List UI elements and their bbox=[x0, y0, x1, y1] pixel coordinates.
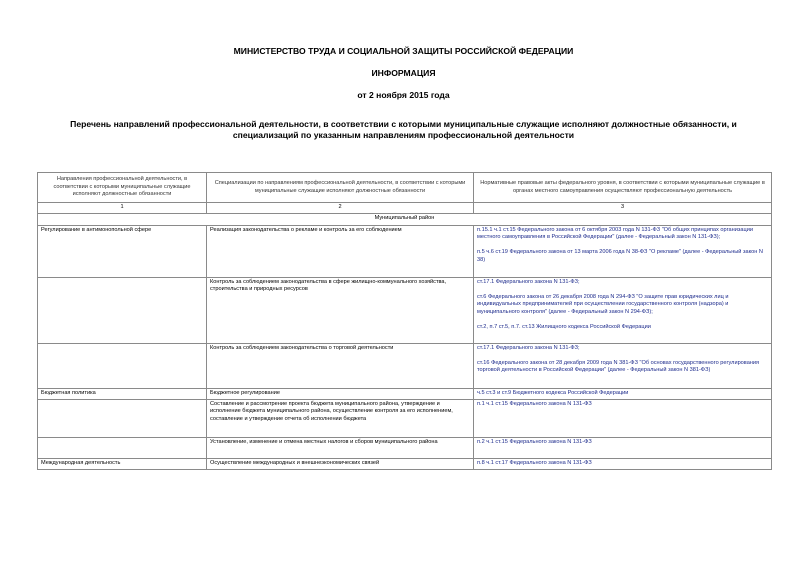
document-type-heading: ИНФОРМАЦИЯ bbox=[371, 68, 436, 78]
specialization-cell: Бюджетное регулирование bbox=[207, 388, 474, 399]
col-header-specialization: Специализации по направлениям профессиональной деятельности, в соответствии с которыми муниципальные служащие исполняют должностные обязанности bbox=[207, 173, 474, 203]
acts-cell bbox=[474, 437, 772, 458]
acts-cell bbox=[474, 458, 772, 469]
col-number-3: 3 bbox=[474, 203, 772, 214]
acts-cell bbox=[474, 399, 772, 437]
act-link[interactable]: п.15.1 ч.1 ст.15 Федерального закона от 6 октября 2003 года N 131-ФЗ "Об общих принципах организации местного самоуправления в Российской Федерации" (далее - Федеральный закон N 131-ФЗ); bbox=[477, 226, 753, 241]
direction-cell bbox=[38, 343, 207, 388]
act-link[interactable]: ст.6 Федерального закона от 26 декабря 2008 года N 294-ФЗ "О защите прав юридических лиц и индивидуальных предпринимателей при осуществлении государственного контроля (надзора) и муниципального контроля" (далее - Федеральный закон N 294-ФЗ); bbox=[477, 293, 729, 315]
acts-cell bbox=[474, 388, 772, 399]
document-title: Перечень направлений профессиональной деятельности, в соответствии с которыми муниципальные служащие исполняют должностные обязанности, и специализаций по указанным направлениям профессиональной деятельности bbox=[70, 119, 737, 140]
direction-cell bbox=[38, 277, 207, 343]
specialization-cell: Составление и рассмотрение проекта бюджета муниципального района, утверждение и исполнение бюджета муниципального района, осуществление контроля за его исполнением, составление и утверждение отчета об исполнении бюджета bbox=[207, 399, 474, 437]
act-link[interactable]: п.2 ч.1 ст.15 Федерального закона N 131-ФЗ bbox=[477, 438, 592, 445]
table-row bbox=[38, 437, 772, 458]
act-link[interactable]: ч.5 ст.3 и ст.9 Бюджетного кодекса Российской Федерации bbox=[477, 389, 629, 396]
act-link[interactable]: ст.17.1 Федерального закона N 131-ФЗ; bbox=[477, 278, 580, 285]
direction-cell bbox=[38, 399, 207, 437]
acts-cell bbox=[474, 225, 772, 277]
specialization-cell: Контроль за соблюдением законодательства о торговой деятельности bbox=[207, 343, 474, 388]
direction-cell: Бюджетная политика bbox=[38, 388, 207, 399]
table-row bbox=[38, 343, 772, 388]
col-number-1: 1 bbox=[38, 203, 207, 214]
specialization-cell: Реализация законодательства о рекламе и контроль за его соблюдением bbox=[207, 225, 474, 277]
table-row bbox=[38, 458, 772, 469]
act-link[interactable]: п.8 ч.1 ст.17 Федерального закона N 131-ФЗ bbox=[477, 459, 592, 466]
table-row bbox=[38, 277, 772, 343]
directions-table bbox=[37, 172, 772, 470]
ministry-heading: МИНИСТЕРСТВО ТРУДА И СОЦИАЛЬНОЙ ЗАЩИТЫ РОССИЙСКОЙ ФЕДЕРАЦИИ bbox=[233, 46, 574, 56]
act-link[interactable]: ст.17.1 Федерального закона N 131-ФЗ; bbox=[477, 344, 580, 351]
specialization-cell: Контроль за соблюдением законодательства в сфере жилищно-коммунального хозяйства, строительства и природных ресурсов bbox=[207, 277, 474, 343]
specialization-cell: Установление, изменение и отмена местных налогов и сборов муниципального района bbox=[207, 437, 474, 458]
table-number-row bbox=[38, 203, 772, 214]
col-header-direction: Направления профессиональной деятельности, в соответствии с которыми муниципальные служащие исполняют должностные обязанности bbox=[38, 173, 207, 203]
table-header-row bbox=[38, 173, 772, 203]
table-row bbox=[38, 388, 772, 399]
act-link[interactable]: ст.2, п.7 ст.5, п.7. ст.13 Жилищного кодекса Российской Федерации bbox=[477, 324, 651, 331]
direction-cell bbox=[38, 437, 207, 458]
section-title: Муниципальный район bbox=[38, 213, 772, 225]
document-date: от 2 ноября 2015 года bbox=[357, 90, 450, 100]
direction-cell: Международная деятельность bbox=[38, 458, 207, 469]
specialization-cell: Осуществление международных и внешнеэкономических связей bbox=[207, 458, 474, 469]
act-link[interactable]: п.1 ч.1 ст.15 Федерального закона N 131-ФЗ bbox=[477, 400, 592, 407]
col-number-2: 2 bbox=[207, 203, 474, 214]
acts-cell bbox=[474, 277, 772, 343]
act-link[interactable]: ст.16 Федерального закона от 28 декабря 2009 года N 381-ФЗ "Об основах государственного регулирования торговой деятельности в Российской Федерации" (далее - Федеральный закон N 381-ФЗ) bbox=[477, 359, 760, 374]
table-row bbox=[38, 399, 772, 437]
direction-cell: Регулирование в антимонопольной сфере bbox=[38, 225, 207, 277]
table-row bbox=[38, 225, 772, 277]
section-row bbox=[38, 213, 772, 225]
col-header-acts: Нормативные правовые акты федерального уровня, в соответствии с которыми муниципальные служащие в органах местного самоуправления осуществляют профессиональную деятельность bbox=[474, 173, 772, 203]
acts-cell bbox=[474, 343, 772, 388]
act-link[interactable]: п.5 ч.6 ст.19 Федерального закона от 13 марта 2006 года N 38-ФЗ "О рекламе" (далее - Федеральный закон N 38) bbox=[477, 249, 763, 263]
